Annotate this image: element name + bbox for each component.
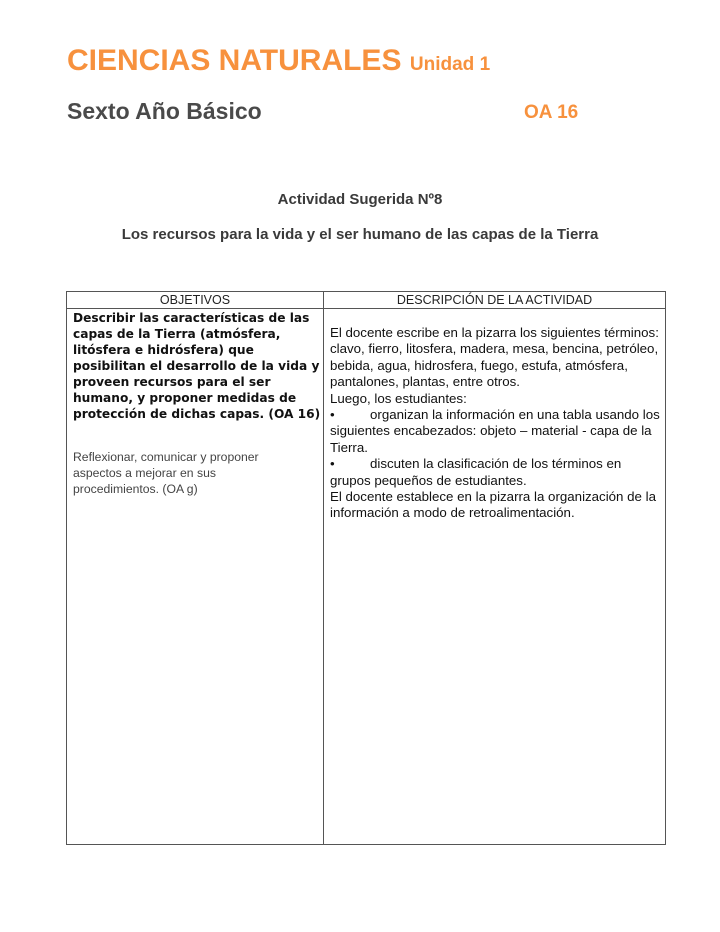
description-closing: El docente establece en la pizarra la organización de la información a modo de retroalimentación. (330, 489, 656, 521)
bullet-text: discuten la clasificación de los términos en grupos pequeños de estudiantes. (330, 456, 622, 488)
bullet-icon: • (330, 407, 335, 423)
description-bullet-item (330, 407, 662, 456)
description-lead: Luego, los estudiantes: (330, 390, 467, 406)
bullet-text: organizan la información en una tabla usando los siguientes encabezados: objeto – material - capa de la Tierra. (330, 407, 660, 455)
description-intro: El docente escribe en la pizarra los siguientes términos: clavo, fierro, litosfera, madera, mesa, bencina, petróleo, bebida, agua, hidrosfera, fuego, estufa, atmósfera, pantalones, plantas, entre otros. (330, 325, 659, 390)
objective-secondary-text: Reflexionar, comunicar y proponer aspectos a mejorar en sus procedimientos. (OA g) (73, 450, 259, 496)
activity-description (330, 325, 662, 522)
description-bullet-item (330, 456, 662, 489)
objective-main-text: Describir las características de las capas de la Tierra (atmósfera, litósfera e hidrósfera) que posibilitan el desarrollo de la vida y proveen recursos para el ser humano, y proponer medidas de protección de dichas capas. (OA 16) (73, 311, 321, 421)
column-header-objectives: OBJETIVOS (159, 293, 231, 307)
page-header-title (67, 44, 490, 78)
column-header-description: DESCRIPCIÓN DE LA ACTIVIDAD (396, 293, 593, 307)
activity-number: Actividad Sugerida Nº8 (277, 191, 443, 208)
activity-title: Los recursos para la vida y el ser humano de las capas de la Tierra (121, 226, 599, 243)
unit-label: Unidad 1 (409, 54, 491, 75)
table-header-row (67, 292, 665, 309)
bullet-icon: • (330, 456, 335, 472)
column-divider (323, 292, 324, 844)
activity-table (66, 291, 666, 845)
grade-level: Sexto Año Básico (67, 98, 262, 124)
oa-code: OA 16 (524, 102, 579, 123)
subject-title: CIENCIAS NATURALES (67, 44, 402, 77)
